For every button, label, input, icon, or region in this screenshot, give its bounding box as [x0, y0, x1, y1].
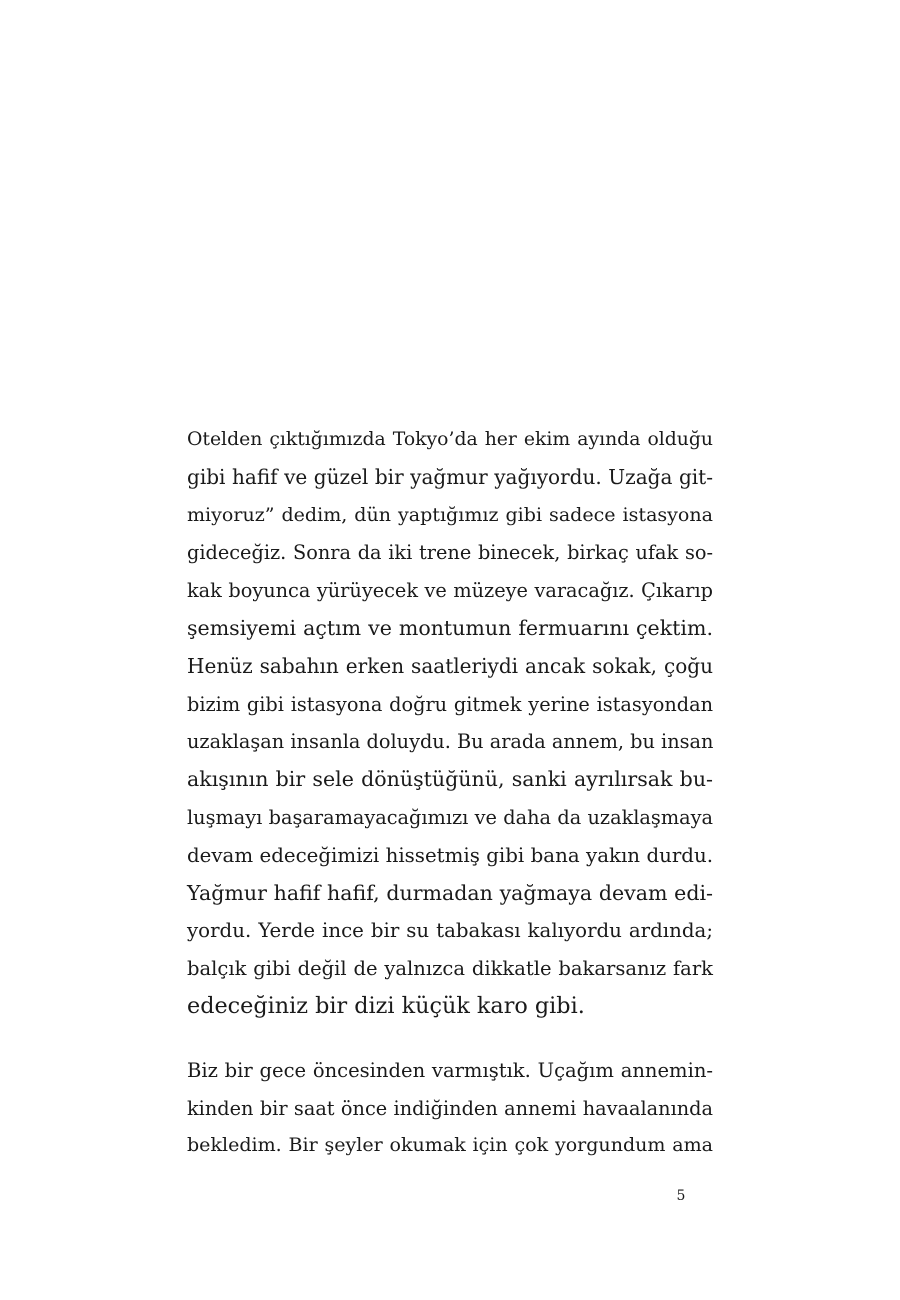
text-line: akışının bir sele dönüştüğünü, sanki ayrılırsak bu- — [187, 767, 713, 792]
body-text — [187, 421, 713, 1165]
page-number: 5 — [676, 1188, 686, 1204]
paragraph-gap — [187, 1026, 713, 1052]
text-line: miyoruz” dedim, dün yaptığımız gibi sadece istasyona — [187, 503, 713, 526]
text-line: yordu. Yerde ince bir su tabakası kalıyordu ardında; — [187, 919, 713, 943]
text-line: balçık gibi değil de yalnızca dikkatle bakarsanız fark — [187, 957, 713, 981]
text-line: Henüz sabahın erken saatleriydi ancak sokak, çoğu — [187, 653, 713, 678]
text-line: uzaklaşan insanla doluydu. Bu arada annem, bu insan — [187, 730, 714, 754]
paragraph-1 — [187, 421, 713, 1026]
text-line: edeceğiniz bir dizi küçük karo gibi. — [187, 992, 585, 1019]
text-line: Otelden çıktığımızda Tokyo’da her ekim ayında olduğu — [187, 429, 713, 450]
paragraph-2 — [187, 1052, 713, 1165]
text-line: bekledim. Bir şeyler okumak için çok yorgundum ama — [187, 1134, 713, 1157]
text-line: bizim gibi istasyona doğru gitmek yerine istasyondan — [187, 692, 713, 716]
text-line: luşmayı başaramayacağımızı ve daha da uzaklaşmaya — [187, 805, 713, 829]
text-line: kinden bir saat önce indiğinden annemi havaalanında — [187, 1096, 713, 1120]
text-line: kak boyunca yürüyecek ve müzeye varacağız. Çıkarıp — [187, 579, 713, 603]
text-line: devam edeceğimizi hissetmiş gibi bana yakın durdu. — [187, 843, 713, 867]
text-line: gibi hafif ve güzel bir yağmur yağıyordu. Uzağa git- — [187, 464, 713, 489]
text-line: gideceğiz. Sonra da iki trene binecek, birkaç ufak so- — [187, 541, 713, 565]
text-line: Biz bir gece öncesinden varmıştık. Uçağım annemin- — [187, 1058, 713, 1082]
text-line: şemsiyemi açtım ve montumun fermuarını çektim. — [187, 615, 713, 640]
text-line: Yağmur hafif hafif, durmadan yağmaya devam edi- — [187, 880, 713, 905]
